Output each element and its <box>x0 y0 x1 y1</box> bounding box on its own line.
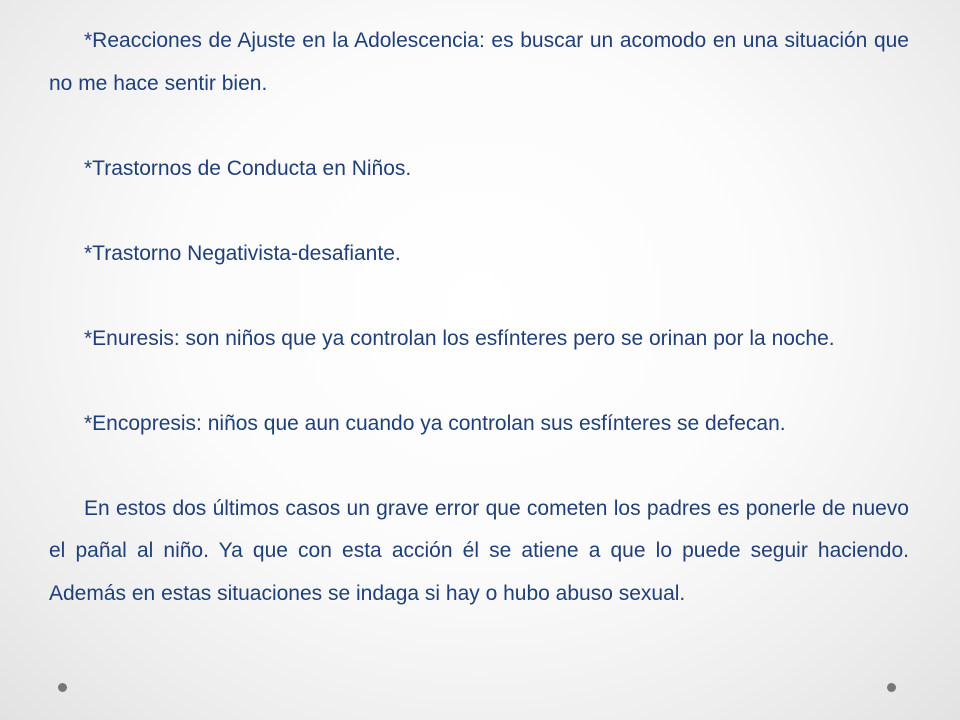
paragraph-ultimos-casos: En estos dos últimos casos un grave error que cometen los padres es ponerle de nuevo el pañal al niño. Ya que con esta acción él se atiene a que lo puede seguir haciendo. Además en estas situaciones se indaga si hay o hubo abuso sexual. <box>49 496 909 605</box>
slide-body <box>49 20 909 615</box>
paragraph-enuresis: *Enuresis: son niños que ya controlan los esfínteres pero se orinan por la noche. <box>84 326 835 350</box>
paragraph-spacer <box>49 190 909 233</box>
paragraph-encopresis: *Encopresis: niños que aun cuando ya controlan sus esfínteres se defecan. <box>84 411 786 435</box>
paragraph-spacer <box>49 445 909 488</box>
paragraph-spacer <box>49 360 909 403</box>
bullet-dot-icon <box>58 683 67 692</box>
paragraph-reacciones-ajuste: *Reacciones de Ajuste en la Adolescencia: es buscar un acomodo en una situación que no me hace sentir bien. <box>49 29 909 95</box>
paragraph-negativista-desafiante: *Trastorno Negativista-desafiante. <box>84 241 401 265</box>
paragraph-spacer <box>49 275 909 318</box>
paragraph-spacer <box>49 105 909 148</box>
bullet-dot-icon <box>887 683 896 692</box>
paragraph-trastornos-conducta: *Trastornos de Conducta en Niños. <box>84 156 412 180</box>
